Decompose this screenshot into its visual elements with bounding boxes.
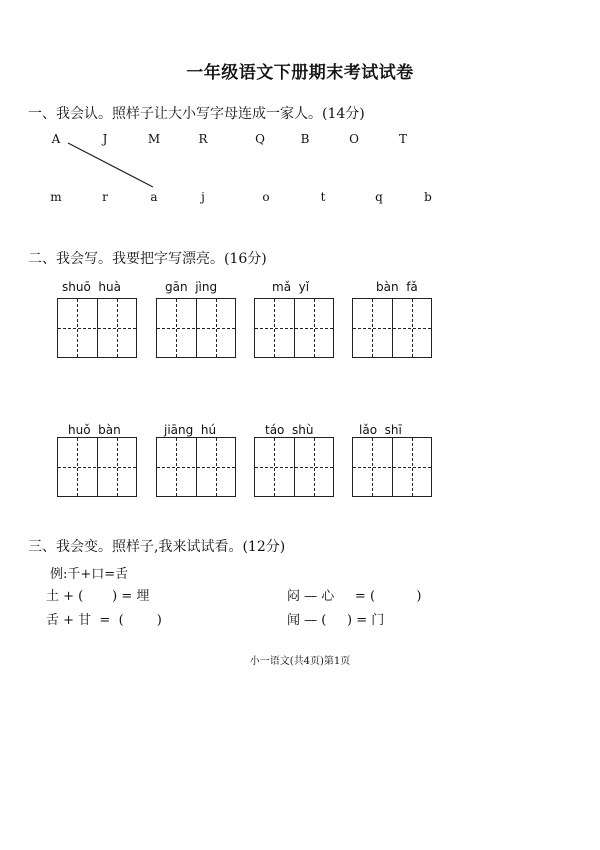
pinyin-label: táo shù: [265, 423, 314, 437]
uppercase-letter: B: [300, 132, 310, 146]
lowercase-letter: o: [262, 190, 270, 204]
page-title: 一年级语文下册期末考试试卷: [186, 63, 414, 83]
writing-grid[interactable]: [156, 437, 236, 497]
writing-grid[interactable]: [57, 298, 137, 358]
section-1-heading: 一、我会认。照样子让大小写字母连成一家人。(14分): [28, 106, 365, 122]
pinyin-label: huǒ bàn: [68, 423, 121, 437]
character-equation: 闻 — ( ) = 门: [287, 613, 385, 628]
lowercase-letter: r: [102, 190, 108, 204]
uppercase-letter: T: [398, 132, 407, 146]
uppercase-letter: R: [198, 132, 208, 146]
uppercase-letter: Q: [255, 132, 265, 146]
pinyin-label: jiāng hú: [164, 423, 217, 437]
character-equation: 土 + ( ) = 埋: [46, 589, 150, 604]
section-2-heading: 二、我会写。我要把字写漂亮。(16分): [28, 251, 267, 267]
lowercase-letter: j: [201, 190, 205, 204]
page-footer: 小一语文(共4页)第1页: [249, 656, 351, 667]
writing-grid[interactable]: [352, 437, 432, 497]
uppercase-letter: M: [147, 132, 161, 146]
lowercase-letter: q: [375, 190, 383, 204]
character-equation: 闷 — 心 = ( ): [287, 589, 422, 604]
lowercase-letter: b: [424, 190, 432, 204]
uppercase-letter: J: [102, 132, 108, 146]
section-3-heading: 三、我会变。照样子,我来试试看。(12分): [28, 539, 286, 555]
pinyin-label: lǎo shī: [359, 423, 402, 437]
uppercase-letter: A: [51, 132, 61, 146]
lowercase-letter: t: [320, 190, 326, 204]
writing-grid[interactable]: [254, 437, 334, 497]
writing-grid[interactable]: [57, 437, 137, 497]
pinyin-label: bàn fǎ: [376, 280, 418, 294]
writing-grid[interactable]: [352, 298, 432, 358]
lowercase-letter: m: [50, 190, 62, 204]
example-equation: 例:千+口=舌: [50, 567, 129, 582]
lowercase-letter: a: [150, 190, 158, 204]
character-equation: 舌 + 甘 = ( ): [46, 613, 162, 628]
writing-grid[interactable]: [156, 298, 236, 358]
uppercase-letter: O: [349, 132, 359, 146]
pinyin-label: shuō huà: [62, 280, 121, 294]
pinyin-label: mǎ yǐ: [272, 280, 310, 294]
pinyin-label: gān jìng: [165, 280, 218, 294]
writing-grid[interactable]: [254, 298, 334, 358]
